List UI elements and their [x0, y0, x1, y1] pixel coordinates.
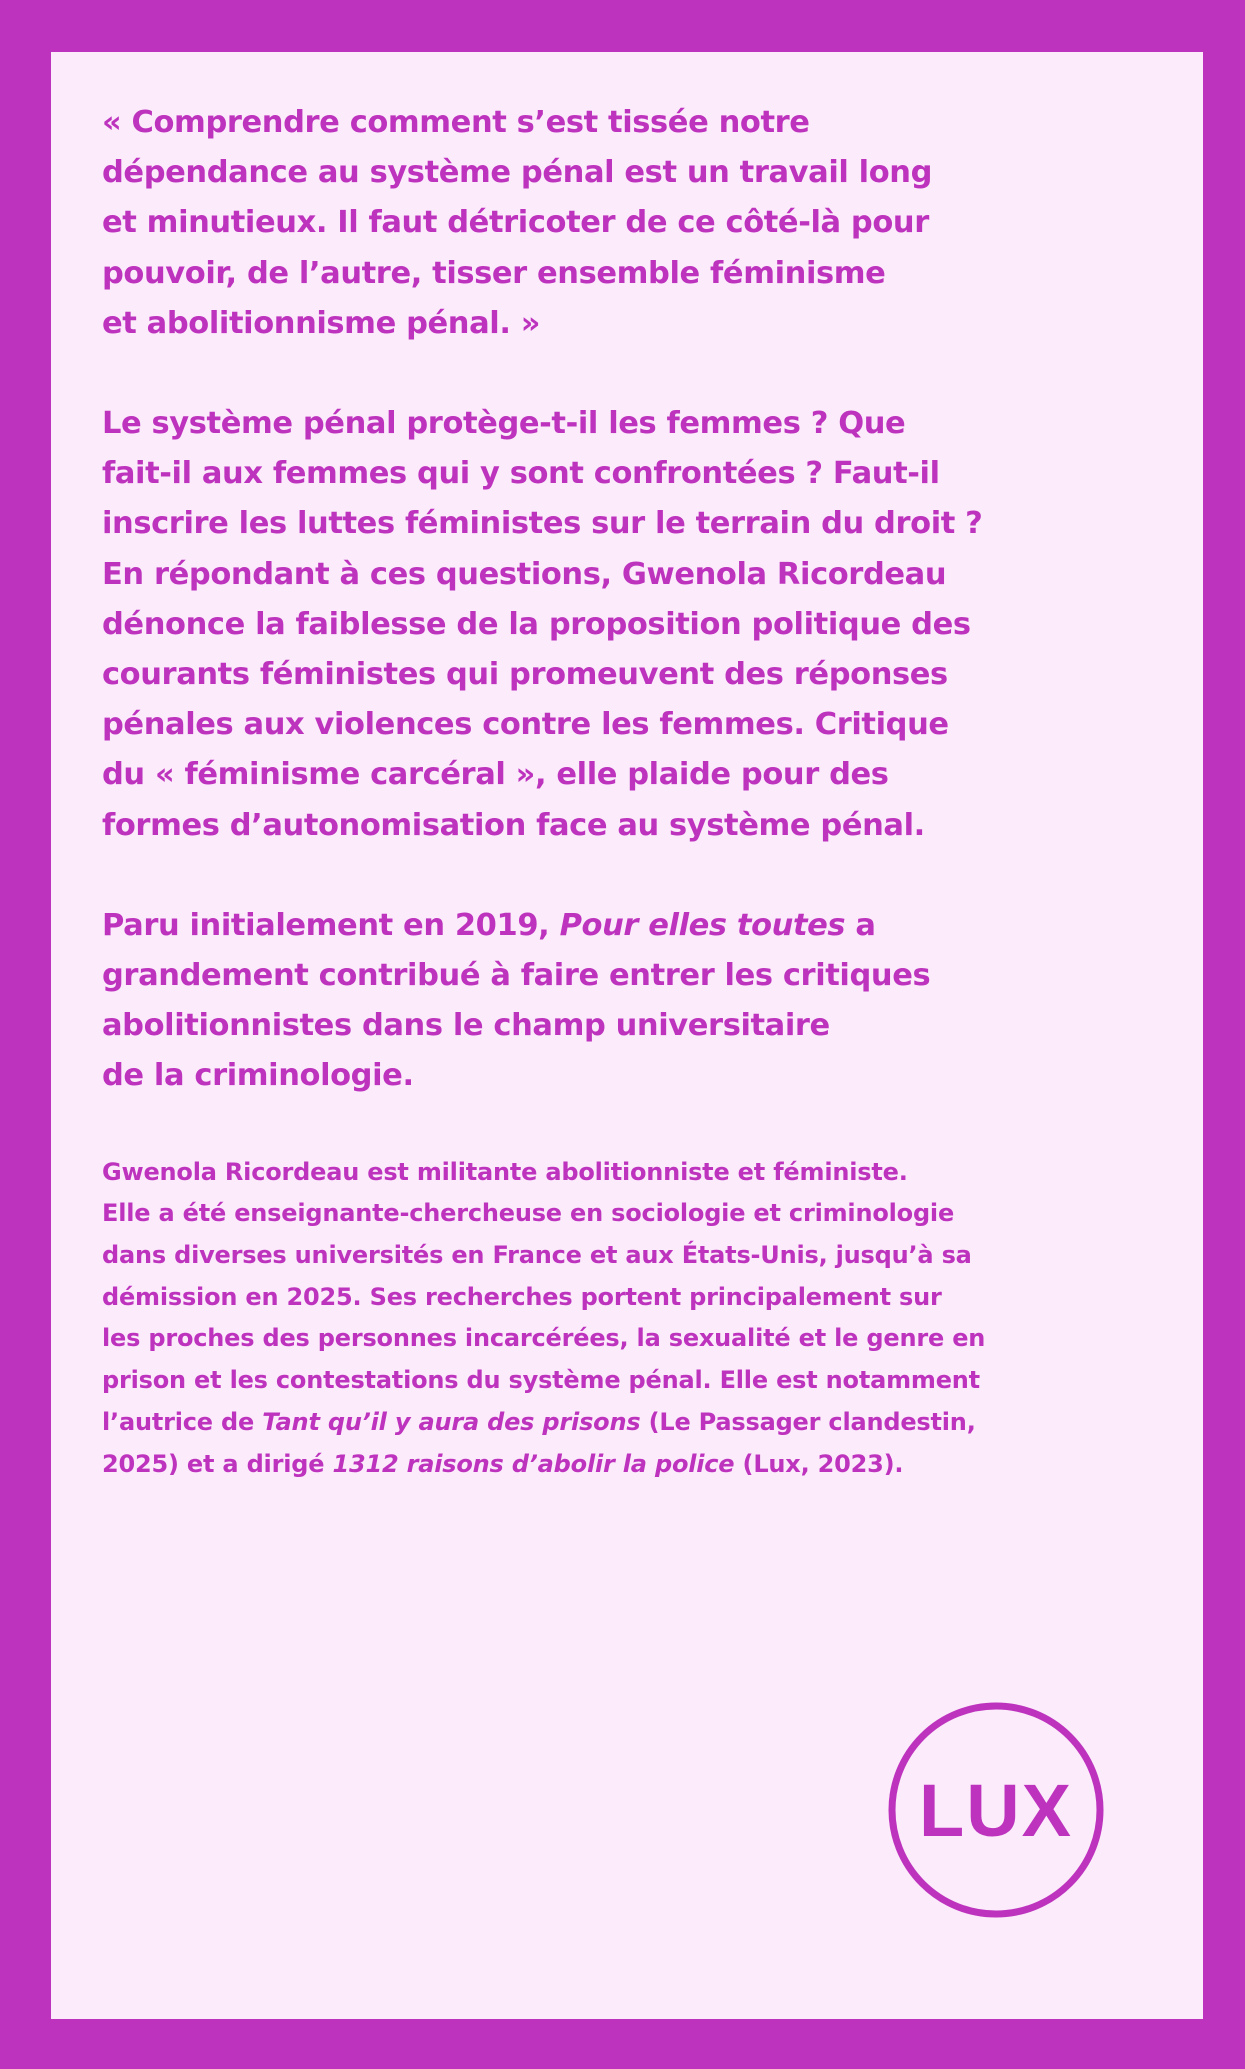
- bio-line: [102, 1402, 1062, 1444]
- book-title: Tant qu’il y aura des prisons: [262, 1407, 641, 1436]
- description-line: inscrire les luttes féministes sur le terrain du droit ?: [102, 506, 983, 542]
- bio-text: 2025) et a dirigé: [102, 1449, 333, 1478]
- bio-line: dans diverses universités en France et aux États-Unis, jusqu’à sa: [102, 1241, 972, 1270]
- bio-line: Elle a été enseignante-chercheuse en sociologie et criminologie: [102, 1199, 955, 1228]
- history-line: grandement contribué à faire entrer les critiques: [102, 958, 931, 994]
- history-text: a: [845, 907, 876, 943]
- history-line: [102, 901, 1062, 951]
- publisher-logo: [886, 1700, 1106, 1920]
- quote-line: et abolitionnisme pénal. »: [102, 305, 541, 341]
- description-line: Le système pénal protège-t-il les femmes ? Que: [102, 406, 906, 442]
- book-title: 1312 raisons d’abolir la police: [332, 1449, 735, 1478]
- bio-line: démission en 2025. Ses recherches portent principalement sur: [102, 1282, 942, 1311]
- description-line: formes d’autonomisation face au système pénal.: [102, 807, 925, 843]
- bio-text: l’autrice de: [102, 1407, 263, 1436]
- book-description: [102, 399, 1062, 851]
- description-line: pénales aux violences contre les femmes. Critique: [102, 707, 949, 743]
- bio-text: (Lux, 2023).: [734, 1449, 904, 1478]
- logo-wordmark: LUX: [919, 1769, 1073, 1852]
- bio-line: prison et les contestations du système pénal. Elle est notamment: [102, 1366, 980, 1395]
- pull-quote: [102, 98, 1062, 349]
- description-line: du « féminisme carcéral », elle plaide pour des: [102, 757, 889, 793]
- description-line: fait-il aux femmes qui y sont confrontées ? Faut-il: [102, 456, 940, 492]
- author-bio: [102, 1152, 1062, 1486]
- bio-line: Gwenola Ricordeau est militante abolitionniste et féministe.: [102, 1157, 908, 1186]
- quote-line: dépendance au système pénal est un travail long: [102, 155, 933, 191]
- description-line: En répondant à ces questions, Gwenola Ricordeau: [102, 556, 947, 592]
- bio-text: (Le Passager clandestin,: [640, 1407, 976, 1436]
- quote-line: « Comprendre comment s’est tissée notre: [102, 105, 810, 140]
- history-text: Paru initialement en 2019,: [102, 907, 560, 943]
- back-cover-text: [102, 98, 1062, 1485]
- description-line: dénonce la faiblesse de la proposition politique des: [102, 606, 971, 642]
- description-line: courants féministes qui promeuvent des réponses: [102, 657, 948, 693]
- bio-line: [102, 1444, 1062, 1486]
- bio-line: les proches des personnes incarcérées, la sexualité et le genre en: [102, 1324, 986, 1353]
- publication-history: [102, 901, 1062, 1102]
- history-line: de la criminologie.: [102, 1058, 414, 1094]
- quote-line: et minutieux. Il faut détricoter de ce côté-là pour: [102, 205, 929, 241]
- history-line: abolitionnistes dans le champ universitaire: [102, 1008, 830, 1044]
- quote-line: pouvoir, de l’autre, tisser ensemble féminisme: [102, 255, 886, 291]
- book-title: Pour elles toutes: [559, 907, 846, 943]
